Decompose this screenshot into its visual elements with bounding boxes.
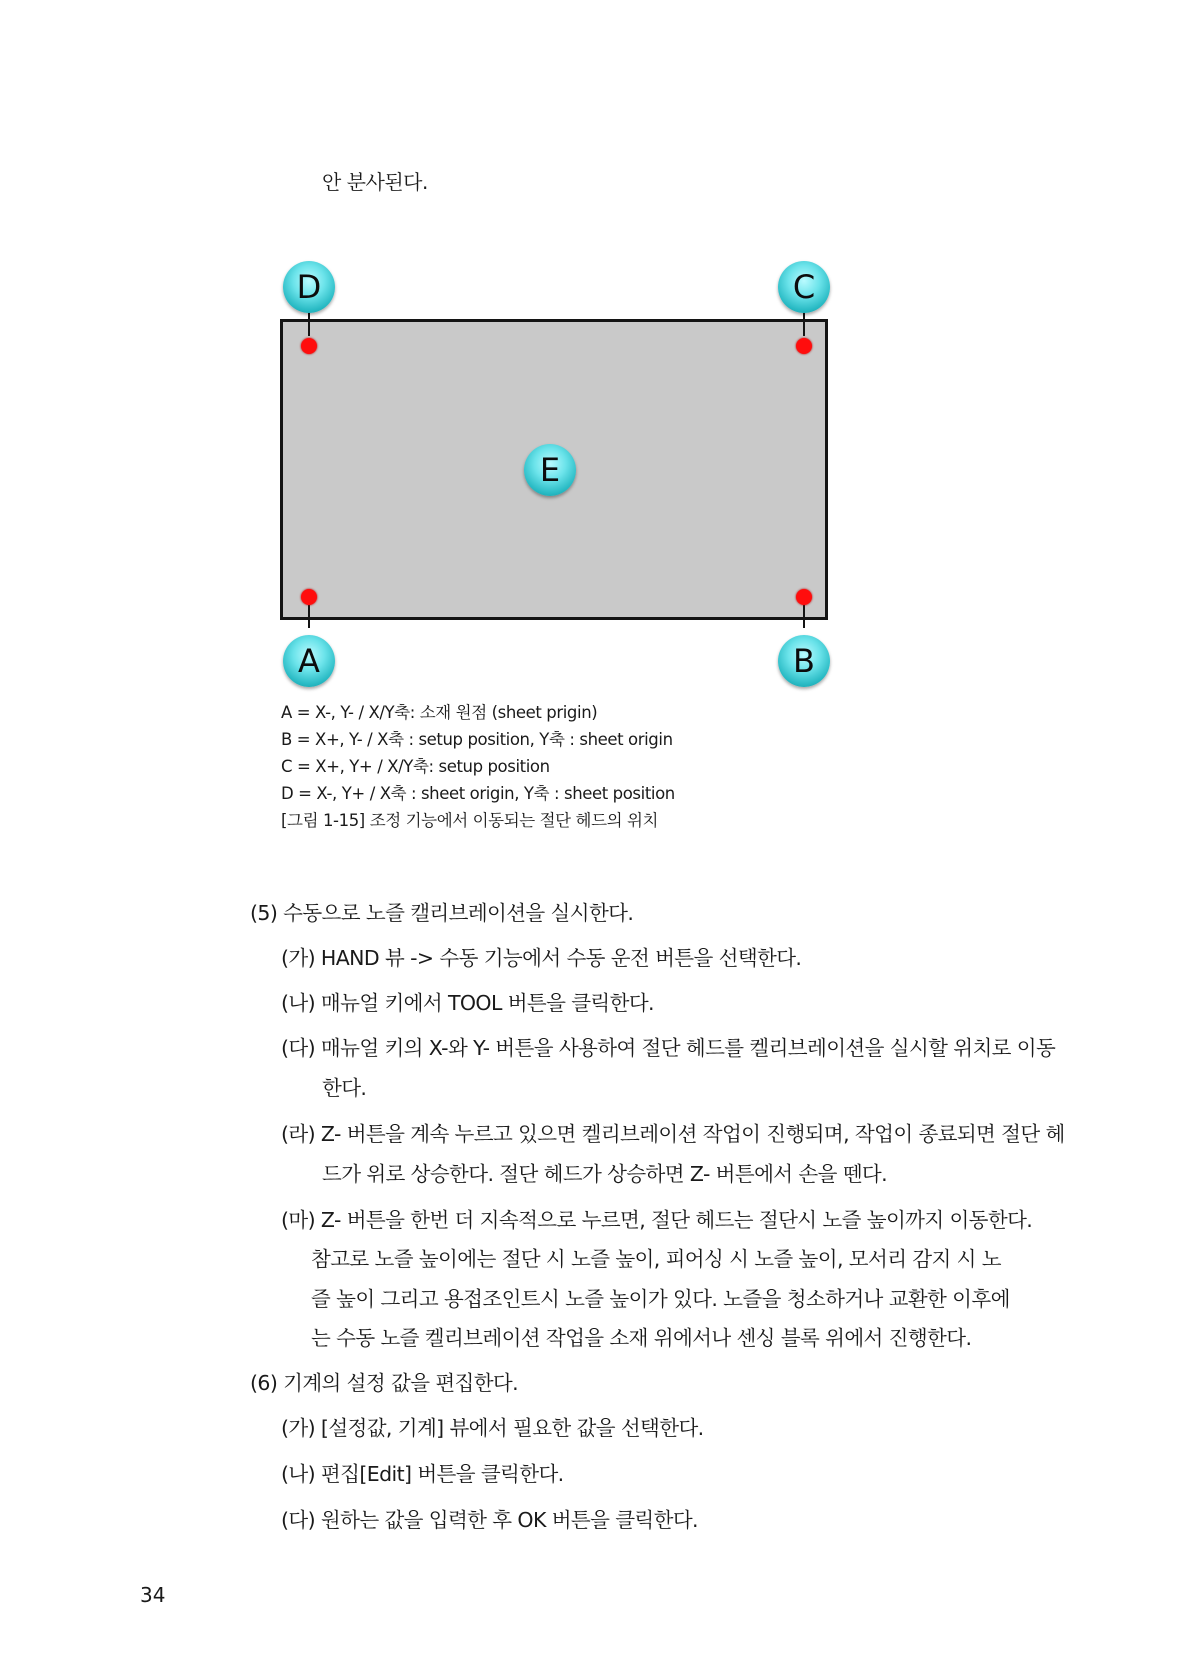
step-6-heading: (6) 기계의 설정 값을 편집한다. <box>250 1371 519 1395</box>
corner-dot-b <box>796 589 812 605</box>
step-5-da-line2: 한다. <box>322 1076 367 1100</box>
step-6-da: (다) 원하는 값을 입력한 후 OK 버튼을 클릭한다. <box>281 1508 698 1532</box>
stem-d <box>308 310 310 336</box>
step-5-ra-line2: 드가 위로 상승한다. 절단 헤드가 상승하면 Z- 버튼에서 손을 뗀다. <box>322 1162 888 1186</box>
figure-caption: [그림 1-15] 조정 기능에서 이동되는 절단 헤드의 위치 <box>281 811 659 830</box>
step-5-note-line3: 는 수동 노즐 켈리브레이션 작업을 소재 위에서나 센싱 블록 위에서 진행한다. <box>311 1326 972 1350</box>
step-6-ga: (가) [설정값, 기계] 뷰에서 필요한 값을 선택한다. <box>281 1416 704 1440</box>
step-6-na: (나) 편집[Edit] 버튼을 클릭한다. <box>281 1462 564 1486</box>
corner-dot-a <box>301 589 317 605</box>
step-5-da-line1: (다) 매뉴얼 키의 X-와 Y- 버튼을 사용하여 절단 헤드를 켈리브레이션을 실시할 위치로 이동 <box>281 1036 1056 1060</box>
legend-item-c: C = X+, Y+ / X/Y축: setup position <box>281 757 550 776</box>
badge-e: E <box>524 444 576 496</box>
badge-c: C <box>778 261 830 313</box>
legend-item-b: B = X+, Y- / X축 : setup position, Y축 : sheet origin <box>281 730 673 749</box>
intro-text: 안 분사된다. <box>322 170 428 194</box>
corner-dot-d <box>301 338 317 354</box>
badge-b: B <box>778 635 830 687</box>
legend-item-a: A = X-, Y- / X/Y축: 소재 원점 (sheet prigin) <box>281 703 598 722</box>
step-5-ga: (가) HAND 뷰 -> 수동 기능에서 수동 운전 버튼을 선택한다. <box>281 946 802 970</box>
stem-a <box>308 602 310 628</box>
page-number: 34 <box>140 1583 166 1607</box>
step-5-ma: (마) Z- 버튼을 한번 더 지속적으로 누르면, 절단 헤드는 절단시 노즐 높이까지 이동한다. <box>281 1208 1033 1232</box>
step-5-note-line2: 즐 높이 그리고 용접조인트시 노즐 높이가 있다. 노즐을 청소하거나 교환한 이후에 <box>311 1287 1010 1311</box>
step-5-na: (나) 매뉴얼 키에서 TOOL 버튼을 클릭한다. <box>281 991 654 1015</box>
legend-item-d: D = X-, Y+ / X축 : sheet origin, Y축 : sheet position <box>281 784 675 803</box>
diagram-legend <box>281 699 675 834</box>
step-5-note-line1: 참고로 노즐 높이에는 절단 시 노즐 높이, 피어싱 시 노즐 높이, 모서리 감지 시 노 <box>311 1247 1001 1271</box>
stem-b <box>803 602 805 628</box>
corner-dot-c <box>796 338 812 354</box>
step-5-heading: (5) 수동으로 노즐 캘리브레이션을 실시한다. <box>250 901 634 925</box>
badge-d: D <box>283 261 335 313</box>
stem-c <box>803 310 805 336</box>
cutting-head-position-diagram <box>0 0 1183 700</box>
step-5-ra-line1: (라) Z- 버튼을 계속 누르고 있으면 켈리브레이션 작업이 진행되며, 작업이 종료되면 절단 헤 <box>281 1122 1065 1146</box>
badge-a: A <box>283 635 335 687</box>
